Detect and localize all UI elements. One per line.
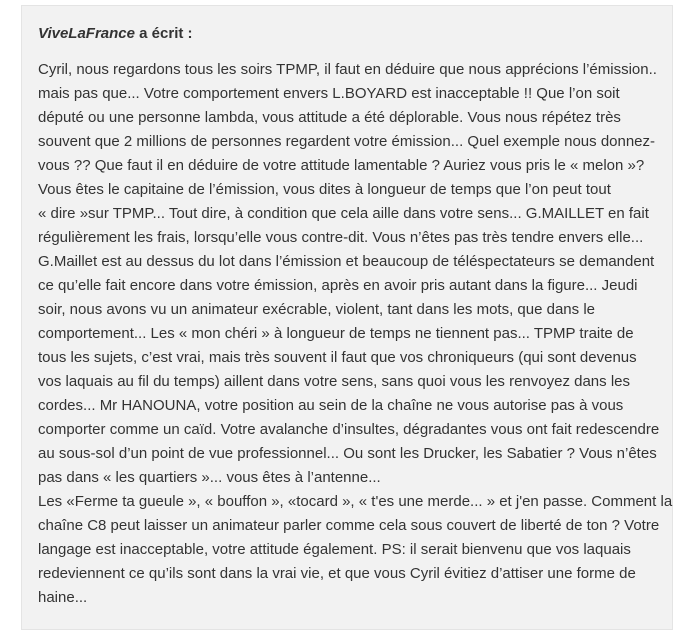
quote-line: redeviennent ce qu’ils sont dans la vrai vie, et que vous Cyril évitiez d’attiser une forme de (38, 565, 636, 582)
quote-line: cordes... Mr HANOUNA, votre position au sein de la chaîne ne vous autorise pas à vous (38, 397, 624, 414)
quote-wrote-label: a écrit : (139, 25, 193, 42)
quote-line: mais pas que... Votre comportement envers L.BOYARD est inacceptable !! Que l’on soit (38, 85, 620, 102)
quote-line: comporter comme un caïd. Votre avalanche d’insultes, dégradantes vous ont fait redescendre (38, 421, 660, 438)
quote-line: langage est inacceptable, votre attitude également. PS: il serait bienvenu que vos laquais (38, 541, 631, 558)
quote-line: ce qu’elle fait encore dans votre émission, après en avoir pris autant dans la figure... Jeudi (38, 277, 638, 294)
quote-author: ViveLaFrance (38, 25, 135, 42)
quote-line: « dire »sur TPMP... Tout dire, à condition que cela aille dans votre sens... G.MAILLET en fait (38, 205, 649, 222)
quote-line: soir, nous avons vu un animateur exécrable, violent, tant dans les mots, que dans le (38, 301, 595, 318)
quote-line: tous les sujets, c’est vrai, mais très souvent il faut que vos chroniqueurs (qui sont devenus (38, 349, 637, 366)
quote-line: vous ?? Que faut il en déduire de votre attitude lamentable ? Auriez vous pris le « melon »? (38, 157, 645, 174)
quote-line: Les «Ferme ta gueule », « bouffon », «tocard », « t'es une merde... » et j'en passe. Comment la (38, 493, 673, 510)
quote-attribution (38, 22, 656, 46)
quote-line: Cyril, nous regardons tous les soirs TPMP, il faut en déduire que nous apprécions l’émission.. (38, 61, 657, 78)
quote-line: comportement... Les « mon chéri » à longueur de temps ne tiennent pas... TPMP traite de (38, 325, 634, 342)
quote-line: régulièrement les frais, lorsqu’elle vous contre-dit. Vous n’êtes pas très tendre envers elle... (38, 229, 644, 246)
quote-line: au sous-sol d’un point de vue professionnel... Ou sont les Drucker, les Sabatier ? Vous n’êtes (38, 445, 657, 462)
quoted-comment (21, 5, 673, 630)
quote-line: député ou une personne lambda, vous attitude a été déplorable. Vous nous répétez très (38, 109, 621, 126)
quote-line: vos laquais au fil du temps) aillent dans votre sens, sans quoi vous les renvoyez dans les (38, 373, 630, 390)
quote-body (38, 58, 673, 610)
quote-line: G.Maillet est au dessus du lot dans l’émission et beaucoup de téléspectateurs se demandent (38, 253, 655, 270)
quote-line: chaîne C8 peut laisser un animateur parler comme cela sous couvert de liberté de ton ? Votre (38, 517, 660, 534)
quote-line: haine... (38, 589, 88, 606)
quote-line: souvent que 2 millions de personnes regardent votre émission... Quel exemple nous donnez- (38, 133, 656, 150)
quote-line: Vous êtes le capitaine de l’émission, vous dites à longueur de temps que l’on peut tout (38, 181, 611, 198)
quote-line: pas dans « les quartiers »... vous êtes à l’antenne... (38, 469, 381, 486)
